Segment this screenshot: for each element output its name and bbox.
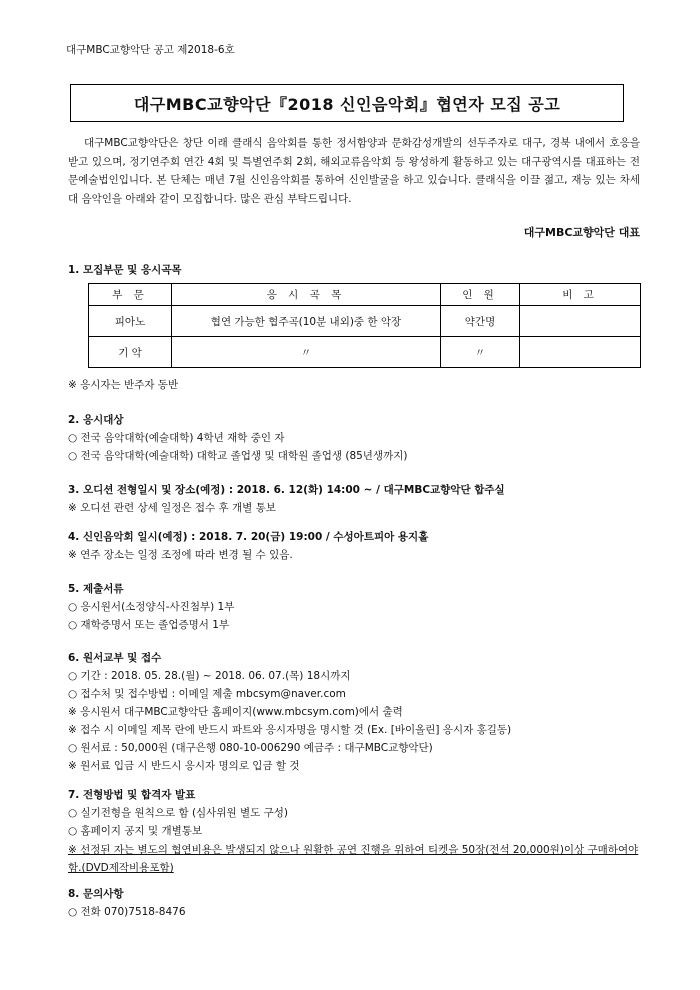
intro-paragraph: 대구MBC교향악단은 창단 이래 클래식 음악회를 통한 정서함양과 문화감성개발의 선두주자로 대구, 경북 내에서 호응을 받고 있으며, 정기연주회 연간 4회 및 특별연주회 2회, 해외교류음악회 등 왕성하게 활동하고 있는 대구광역시를 대표하는 전문예술법인입니다. 본 단체는 매년 7월 신인음악회를 통하여 신인발굴을 하고 있습니다. 클래식을 이끌 젊고, 재능 있는 차세대 음악인을 아래와 같이 모집합니다. 많은 관심 부탁드립니다. xyxy=(68,137,640,205)
list-item: ○ 전화 070)7518-8476 xyxy=(68,906,186,918)
table-cell: 〃 xyxy=(441,337,520,368)
list-item: ○ 응시원서(소정양식-사진첨부) 1부 xyxy=(68,601,235,613)
list-item: ○ 전국 음악대학(예술대학) 대학교 졸업생 및 대학원 졸업생 (85년생까지) xyxy=(68,450,408,462)
table-cell: 기 악 xyxy=(89,337,172,368)
signer: 대구MBC교향악단 대표 xyxy=(523,226,640,239)
list-item: ○ 기간 : 2018. 05. 28.(월) ~ 2018. 06. 07.(목) 18시까지 xyxy=(68,670,351,682)
recruitment-table xyxy=(88,283,641,368)
section-7-title: 7. 전형방법 및 합격자 발표 xyxy=(68,789,196,801)
table-header-row xyxy=(89,284,641,306)
table-header: 부 문 xyxy=(89,284,172,306)
table-cell xyxy=(520,337,641,368)
table-cell: 피아노 xyxy=(89,306,172,337)
section-4-note: ※ 연주 장소는 일정 조정에 따라 변경 될 수 있음. xyxy=(68,549,293,561)
table-header: 응 시 곡 목 xyxy=(172,284,441,306)
list-item: ※ 원서료 입금 시 반드시 응시자 명의로 입금 할 것 xyxy=(68,760,300,772)
list-item: ○ 접수처 및 접수방법 : 이메일 제출 mbcsym@naver.com xyxy=(68,688,346,700)
section-5-title: 5. 제출서류 xyxy=(68,583,124,595)
list-item: ※ 응시원서 대구MBC교향악단 홈페이지(www.mbcsym.com)에서 출력 xyxy=(68,706,403,718)
section-7-underlined-note: ※ 선정된 자는 별도의 협연비용은 발생되지 않으나 원활한 공연 진행을 위하여 티켓을 50장(전석 20,000원)이상 구매하여야 함.(DVD제작비용포함) xyxy=(68,844,639,874)
table-header: 인 원 xyxy=(441,284,520,306)
table-cell xyxy=(520,306,641,337)
list-item: ○ 실기전형을 원칙으로 함 (심사위원 별도 구성) xyxy=(68,807,288,819)
page-title: 대구MBC교향악단『2018 신인음악회』협연자 모집 공고 xyxy=(70,84,624,122)
section-3-note: ※ 오디션 관련 상세 일정은 접수 후 개별 통보 xyxy=(68,502,276,514)
list-item: ○ 홈페이지 공지 및 개별통보 xyxy=(68,825,203,837)
section-1-title: 1. 모집부문 및 응시곡목 xyxy=(68,264,182,276)
section-8-title: 8. 문의사항 xyxy=(68,888,124,900)
table-row xyxy=(89,306,641,337)
list-item: ※ 접수 시 이메일 제목 란에 반드시 파트와 응시자명을 명시할 것 (Ex. [바이올린] 응시자 홍길동) xyxy=(68,724,512,736)
section-3-title: 3. 오디션 전형일시 및 장소(예정) : 2018. 6. 12(화) 14:00 ~ / 대구MBC교향악단 합주실 xyxy=(68,484,505,496)
table-cell: 약간명 xyxy=(441,306,520,337)
section-2-title: 2. 응시대상 xyxy=(68,414,124,426)
table-row xyxy=(89,337,641,368)
section-1-note: ※ 응시자는 반주자 동반 xyxy=(68,379,179,391)
list-item: ○ 재학증명서 또는 졸업증명서 1부 xyxy=(68,619,230,631)
list-item: ○ 원서료 : 50,000원 (대구은행 080-10-006290 예금주 : 대구MBC교향악단) xyxy=(68,742,433,754)
table-cell: 〃 xyxy=(172,337,441,368)
table-cell: 협연 가능한 협주곡(10분 내외)중 한 악장 xyxy=(172,306,441,337)
table-header: 비 고 xyxy=(520,284,641,306)
section-4-title: 4. 신인음악회 일시(예정) : 2018. 7. 20(금) 19:00 / 수성아트피아 용지홀 xyxy=(68,531,429,543)
list-item: ○ 전국 음악대학(예술대학) 4학년 재학 중인 자 xyxy=(68,432,285,444)
notice-number: 대구MBC교향악단 공고 제2018-6호 xyxy=(66,44,235,56)
section-6-title: 6. 원서교부 및 접수 xyxy=(68,652,162,664)
